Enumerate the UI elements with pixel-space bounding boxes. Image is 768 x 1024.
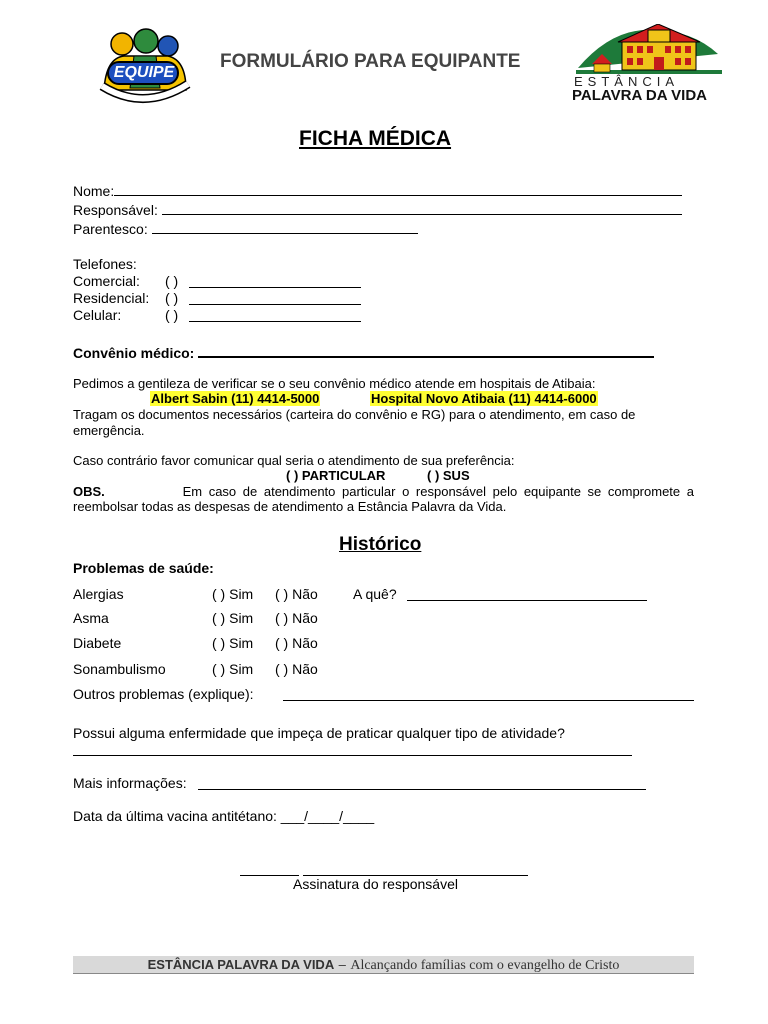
diabete-nao[interactable]: ( ) Não	[275, 635, 318, 651]
equipe-logo	[94, 28, 196, 104]
mais-field[interactable]	[198, 776, 646, 790]
responsavel-label: Responsável:	[73, 202, 158, 218]
footer-bar	[73, 956, 694, 974]
phone-residencial-label: Residencial:	[73, 290, 150, 306]
obs-line2: reembolsar todas as despesas de atendimento a Estância Palavra da Vida.	[73, 499, 507, 514]
phone-comercial-label: Comercial:	[73, 273, 140, 289]
alergias-label: Alergias	[73, 586, 124, 602]
option-sus[interactable]: ( ) SUS	[427, 468, 470, 483]
parentesco-field[interactable]	[152, 220, 418, 234]
mais-label: Mais informações:	[73, 775, 187, 791]
info-p1: Pedimos a gentileza de verificar se o seu convênio médico atende em hospitais de Atibaia:	[73, 376, 596, 391]
footer-slogan: Alcançando famílias com o evangelho de Cristo	[350, 958, 620, 973]
responsavel-field[interactable]	[162, 201, 682, 215]
convenio-field[interactable]	[198, 343, 654, 358]
sonambulismo-sim[interactable]: ( ) Sim	[212, 661, 254, 677]
phones-heading: Telefones:	[73, 256, 137, 272]
info-p3: Caso contrário favor comunicar qual seria o atendimento de sua preferência:	[73, 453, 515, 468]
estancia-logo	[572, 24, 732, 104]
phone-paren: ( )	[165, 290, 179, 306]
doc-title: FICHA MÉDICA	[299, 127, 452, 150]
obs-line1	[73, 484, 694, 499]
diabete-label: Diabete	[73, 635, 122, 651]
asma-nao[interactable]: ( ) Não	[275, 610, 318, 626]
signature-line[interactable]	[303, 862, 528, 876]
outros-label: Outros problemas (explique):	[73, 686, 254, 702]
asma-label: Asma	[73, 610, 109, 626]
info-p2a: Tragam os documentos necessários (carteira do convênio e RG) para o atendimento, em caso de	[73, 407, 636, 422]
signature-line-short[interactable]	[240, 862, 299, 876]
footer-org: ESTÂNCIA PALAVRA DA VIDA	[147, 957, 335, 972]
alergias-sim[interactable]: ( ) Sim	[212, 586, 254, 602]
nome-row	[73, 182, 682, 199]
obs-label: OBS.	[73, 484, 105, 499]
outros-field[interactable]	[283, 687, 694, 701]
nome-field[interactable]	[114, 182, 682, 196]
hospital-2: Hospital Novo Atibaia (11) 4414-6000	[371, 391, 597, 406]
option-particular[interactable]: ( ) PARTICULAR	[286, 468, 386, 483]
responsavel-row	[73, 201, 682, 218]
equipe-logo-label: EQUIPE	[113, 64, 175, 81]
sonambulismo-label: Sonambulismo	[73, 661, 166, 677]
historico-title: Histórico	[339, 534, 422, 555]
convenio-row	[73, 343, 654, 361]
estancia-logo-line2: PALAVRA DA VIDA	[572, 87, 707, 104]
phone-celular-label: Celular:	[73, 307, 122, 323]
estancia-logo-line1: ESTÂNCIA	[574, 74, 680, 89]
diabete-sim[interactable]: ( ) Sim	[212, 635, 254, 651]
sonambulismo-nao[interactable]: ( ) Não	[275, 661, 318, 677]
phone-celular-field[interactable]	[189, 308, 361, 322]
parentesco-row	[73, 220, 418, 237]
phone-residencial-field[interactable]	[189, 291, 361, 305]
signature-label: Assinatura do responsável	[293, 876, 458, 892]
alergias-aque-field[interactable]	[407, 587, 647, 601]
convenio-label: Convênio médico:	[73, 345, 195, 361]
phone-paren: ( )	[165, 273, 179, 289]
problems-heading: Problemas de saúde:	[73, 560, 214, 576]
obs-text-1: Em caso de atendimento particular o responsável pelo equipante se compromete a	[182, 484, 694, 499]
vacina-date[interactable]: Data da última vacina antitétano: ___/____/____	[73, 808, 375, 824]
nome-label: Nome:	[73, 183, 115, 199]
info-p2b: emergência.	[73, 423, 145, 438]
footer-dash: –	[338, 957, 346, 972]
enfermidade-field[interactable]	[73, 742, 632, 756]
hospital-1: Albert Sabin (11) 4414-5000	[151, 391, 320, 406]
parentesco-label: Parentesco:	[73, 221, 148, 237]
enfermidade-question: Possui alguma enfermidade que impeça de praticar qualquer tipo de atividade?	[73, 725, 565, 741]
alergias-aque-label: A quê?	[353, 586, 397, 602]
form-title: FORMULÁRIO PARA EQUIPANTE	[220, 51, 521, 72]
asma-sim[interactable]: ( ) Sim	[212, 610, 254, 626]
alergias-nao[interactable]: ( ) Não	[275, 586, 318, 602]
phone-paren: ( )	[165, 307, 179, 323]
phone-comercial-field[interactable]	[189, 274, 361, 288]
